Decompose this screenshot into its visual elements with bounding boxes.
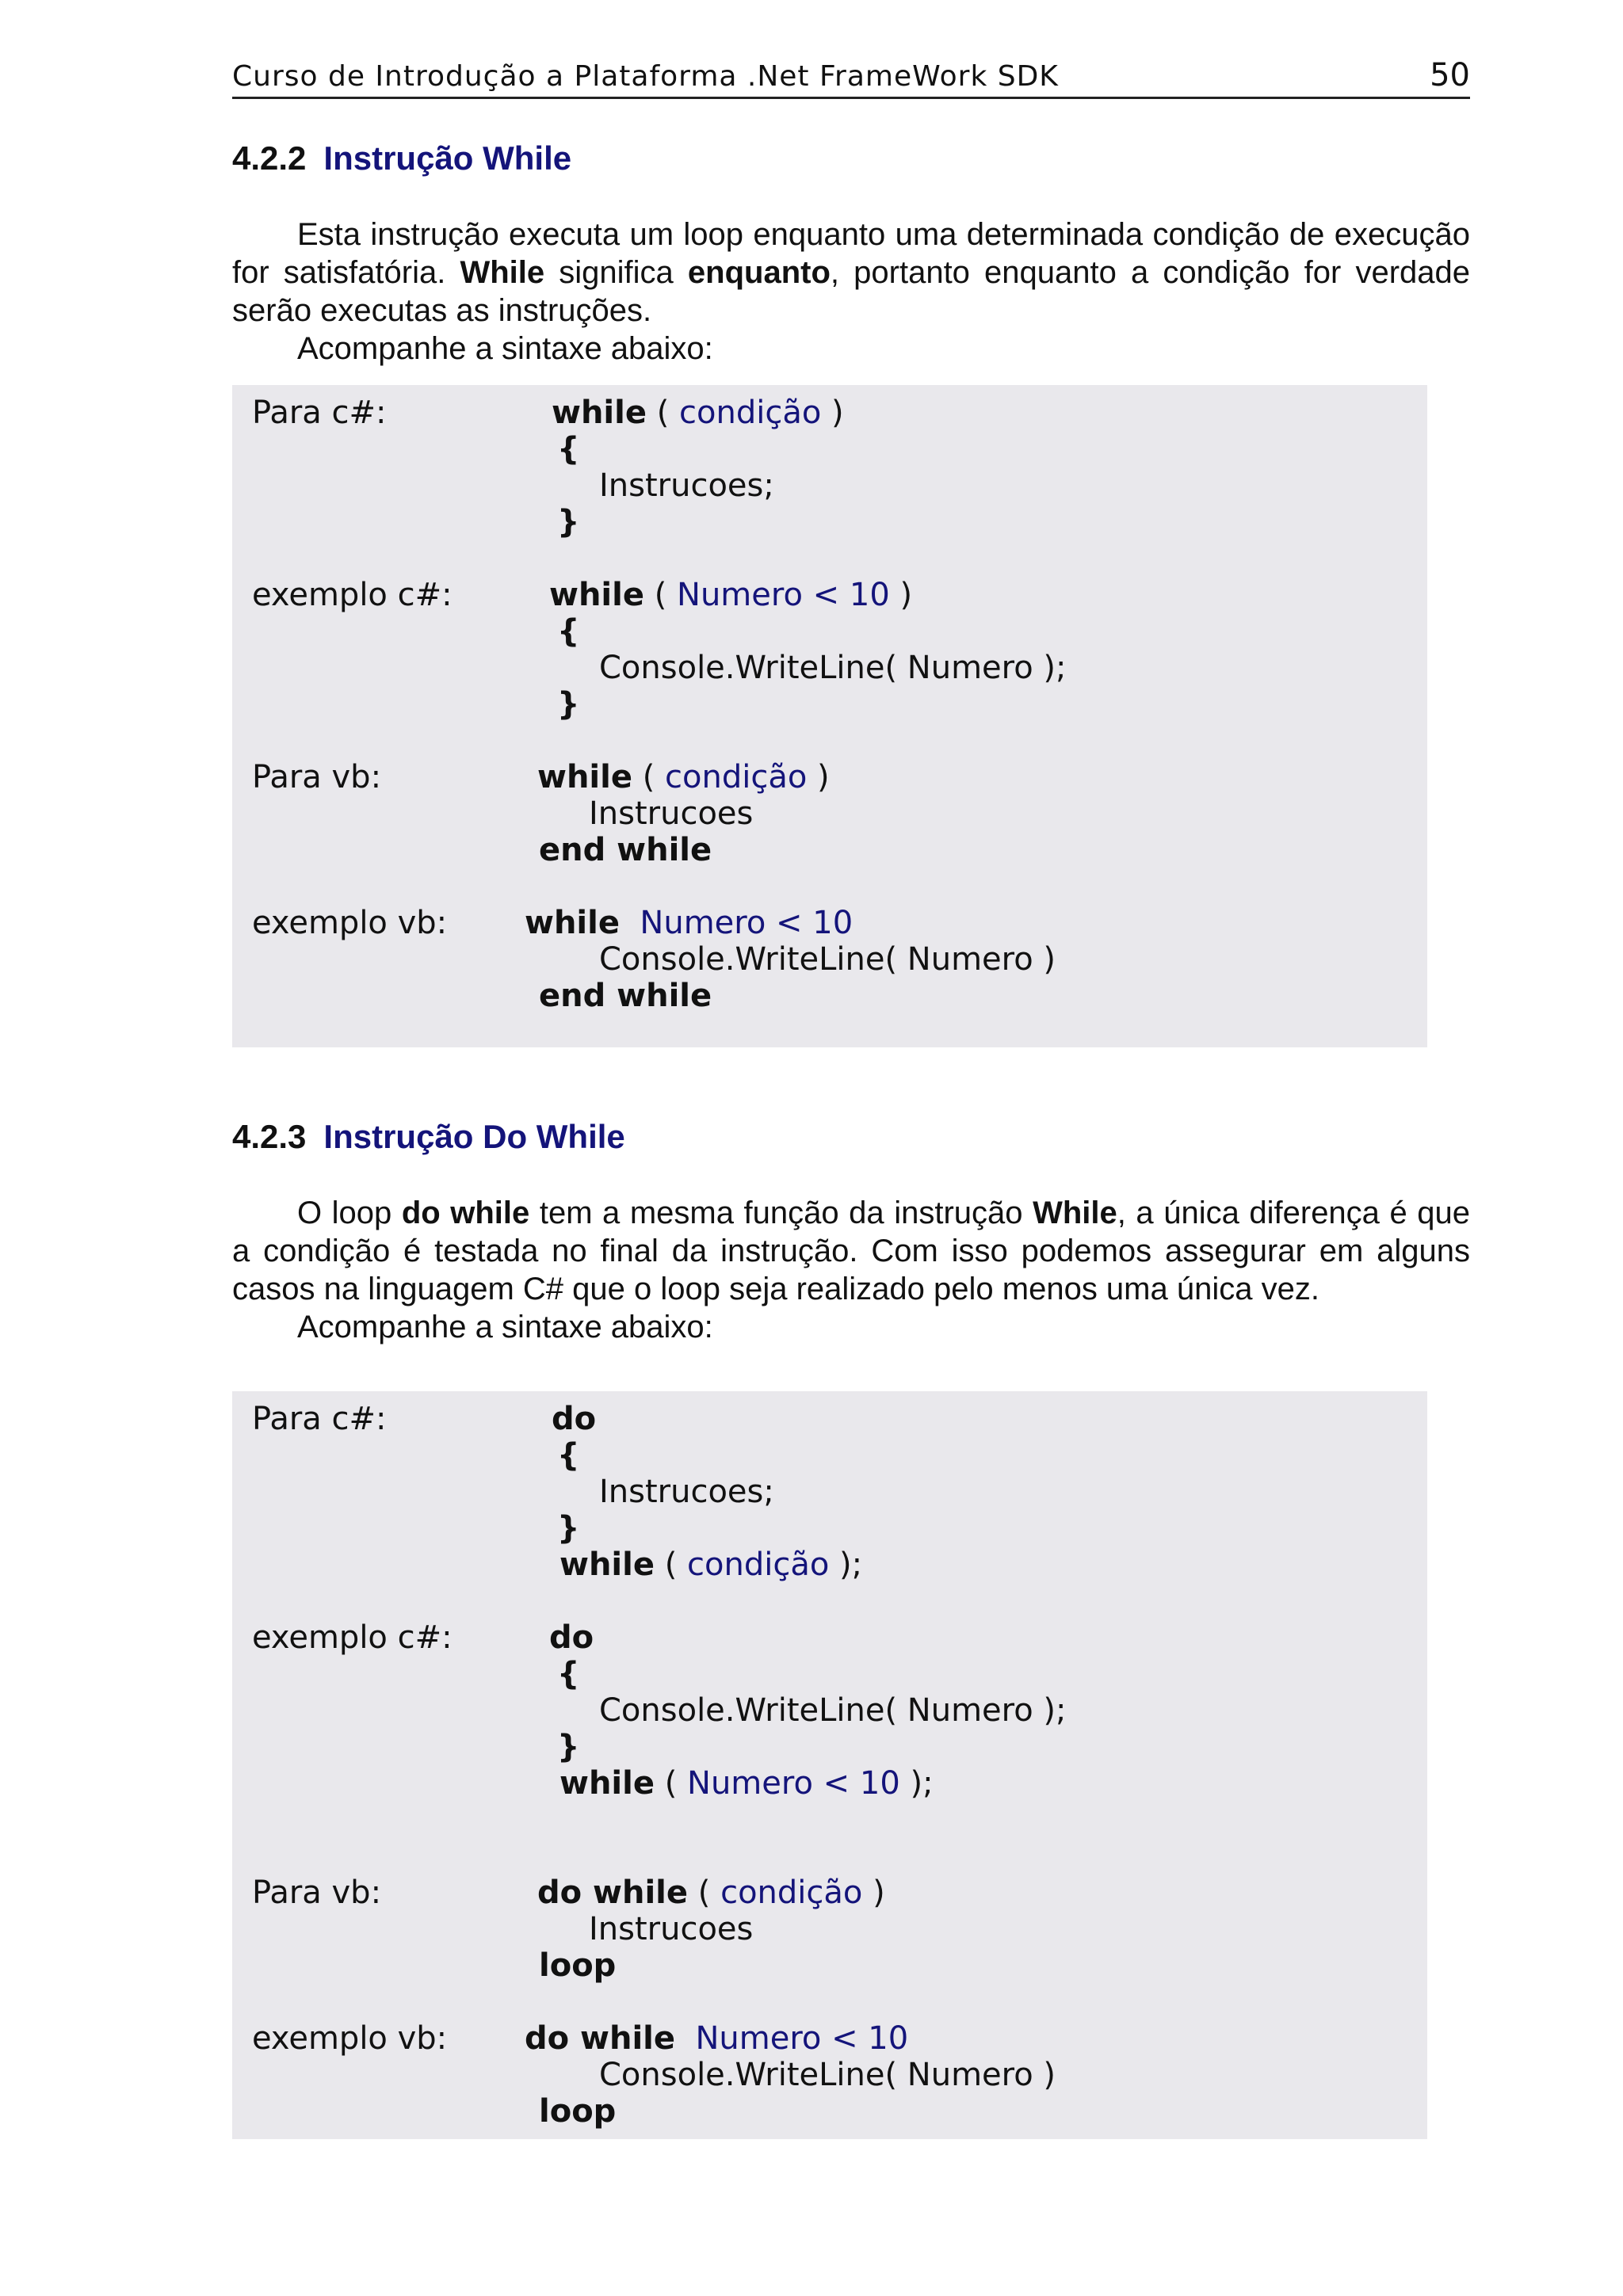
code-label: exemplo vb: bbox=[252, 905, 448, 941]
code-line: Console.WriteLine( Numero ); bbox=[599, 1692, 1067, 1729]
keyword: while bbox=[537, 759, 632, 795]
code-box-while bbox=[232, 385, 1427, 1047]
keyword: do while bbox=[525, 2020, 676, 2057]
bold-term: do while bbox=[401, 1196, 530, 1230]
text-run: , a única diferença é que a condição é testada no final da instrução. Com isso podemos assegurar em alguns casos na linguagem C# que o loop seja realizado pelo menos uma única vez. bbox=[232, 1196, 1471, 1306]
keyword: while bbox=[559, 1547, 655, 1583]
condition: condição bbox=[679, 395, 822, 431]
paragraph-text bbox=[232, 215, 1470, 330]
code-label: exemplo c#: bbox=[252, 577, 453, 613]
code-line: { bbox=[557, 613, 580, 650]
code-line: { bbox=[557, 431, 580, 467]
paragraph-text: Acompanhe a sintaxe abaixo: bbox=[297, 331, 713, 366]
code-line bbox=[525, 2020, 908, 2057]
condition: Numero < 10 bbox=[687, 1765, 900, 1802]
code-line: Console.WriteLine( Numero ) bbox=[599, 2057, 1056, 2093]
code-token: ( bbox=[688, 1875, 721, 1911]
section-heading-do-while bbox=[232, 1118, 625, 1156]
paragraph-text: Acompanhe a sintaxe abaixo: bbox=[297, 1310, 713, 1344]
header-title: Curso de Introdução a Plataforma .Net FrameWork SDK bbox=[232, 60, 1059, 93]
code-line: } bbox=[557, 1510, 580, 1547]
bold-term: enquanto bbox=[687, 255, 831, 290]
code-line: } bbox=[557, 1729, 580, 1765]
code-token: ) bbox=[821, 395, 844, 431]
code-token: ) bbox=[889, 577, 913, 613]
text-run: significa bbox=[544, 255, 688, 290]
condition: condição bbox=[720, 1875, 863, 1911]
bold-term: While bbox=[460, 255, 545, 290]
text-run: , portanto enquanto a condição for verdade serão executas as instruções. bbox=[232, 255, 1470, 328]
code-token: ) bbox=[862, 1875, 885, 1911]
code-line: Instrucoes bbox=[589, 1911, 754, 1947]
code-line bbox=[525, 905, 853, 941]
code-label: Para vb: bbox=[252, 759, 382, 795]
keyword: while bbox=[549, 577, 644, 613]
code-line: end while bbox=[539, 978, 712, 1014]
page-header bbox=[232, 55, 1470, 99]
paragraph-text bbox=[232, 1194, 1470, 1308]
code-line bbox=[559, 1765, 934, 1802]
keyword: do while bbox=[537, 1875, 689, 1911]
section-number: 4.2.2 bbox=[232, 139, 307, 177]
code-line: loop bbox=[539, 1947, 617, 1984]
code-token: ( bbox=[643, 577, 678, 613]
code-token: ( bbox=[654, 1547, 688, 1583]
keyword: while bbox=[559, 1765, 655, 1802]
code-token: ); bbox=[899, 1765, 934, 1802]
code-token: ); bbox=[829, 1547, 863, 1583]
code-line: Instrucoes; bbox=[599, 467, 774, 504]
code-line bbox=[549, 577, 912, 613]
code-line: } bbox=[557, 686, 580, 723]
code-line bbox=[537, 759, 830, 795]
condition: condição bbox=[687, 1547, 830, 1583]
code-line: Console.WriteLine( Numero ) bbox=[599, 941, 1056, 978]
code-line: loop bbox=[539, 2093, 617, 2130]
page-number: 50 bbox=[1430, 57, 1470, 93]
text-run: Esta instrução executa um loop enquanto uma determinada condição de execução for satisfatória. bbox=[232, 217, 1470, 290]
keyword: while bbox=[552, 395, 647, 431]
code-line bbox=[552, 395, 844, 431]
code-line: { bbox=[557, 1437, 580, 1474]
code-line bbox=[559, 1547, 862, 1583]
code-token: ( bbox=[646, 395, 680, 431]
text-run: tem a mesma função da instrução bbox=[529, 1196, 1033, 1230]
code-line bbox=[537, 1875, 885, 1911]
code-label: exemplo vb: bbox=[252, 2020, 448, 2057]
code-token: ( bbox=[632, 759, 666, 795]
code-line: } bbox=[557, 504, 580, 540]
text-run: O loop bbox=[297, 1196, 402, 1230]
section-title: Instrução While bbox=[323, 139, 572, 177]
section-heading-while bbox=[232, 139, 571, 177]
condition: Numero < 10 bbox=[695, 2020, 909, 2057]
code-label: Para c#: bbox=[252, 1401, 387, 1437]
code-line: Instrucoes bbox=[589, 795, 754, 832]
section-title: Instrução Do While bbox=[323, 1118, 625, 1155]
code-line: Console.WriteLine( Numero ); bbox=[599, 650, 1067, 686]
condition: Numero < 10 bbox=[640, 905, 854, 941]
section-paragraph bbox=[232, 215, 1470, 368]
code-line: { bbox=[557, 1656, 580, 1692]
section-number: 4.2.3 bbox=[232, 1118, 307, 1155]
code-label: Para vb: bbox=[252, 1875, 382, 1911]
condition: Numero < 10 bbox=[677, 577, 890, 613]
keyword: while bbox=[525, 905, 620, 941]
code-box-do-while bbox=[232, 1391, 1427, 2139]
code-line: do bbox=[552, 1401, 597, 1437]
code-token: ( bbox=[654, 1765, 688, 1802]
section-paragraph bbox=[232, 1194, 1470, 1346]
code-line: end while bbox=[539, 832, 712, 868]
bold-term: While bbox=[1033, 1196, 1117, 1230]
code-label: Para c#: bbox=[252, 395, 387, 431]
code-line: Instrucoes; bbox=[599, 1474, 774, 1510]
condition: condição bbox=[665, 759, 808, 795]
code-line: do bbox=[549, 1619, 594, 1656]
code-token: ) bbox=[807, 759, 830, 795]
code-label: exemplo c#: bbox=[252, 1619, 453, 1656]
